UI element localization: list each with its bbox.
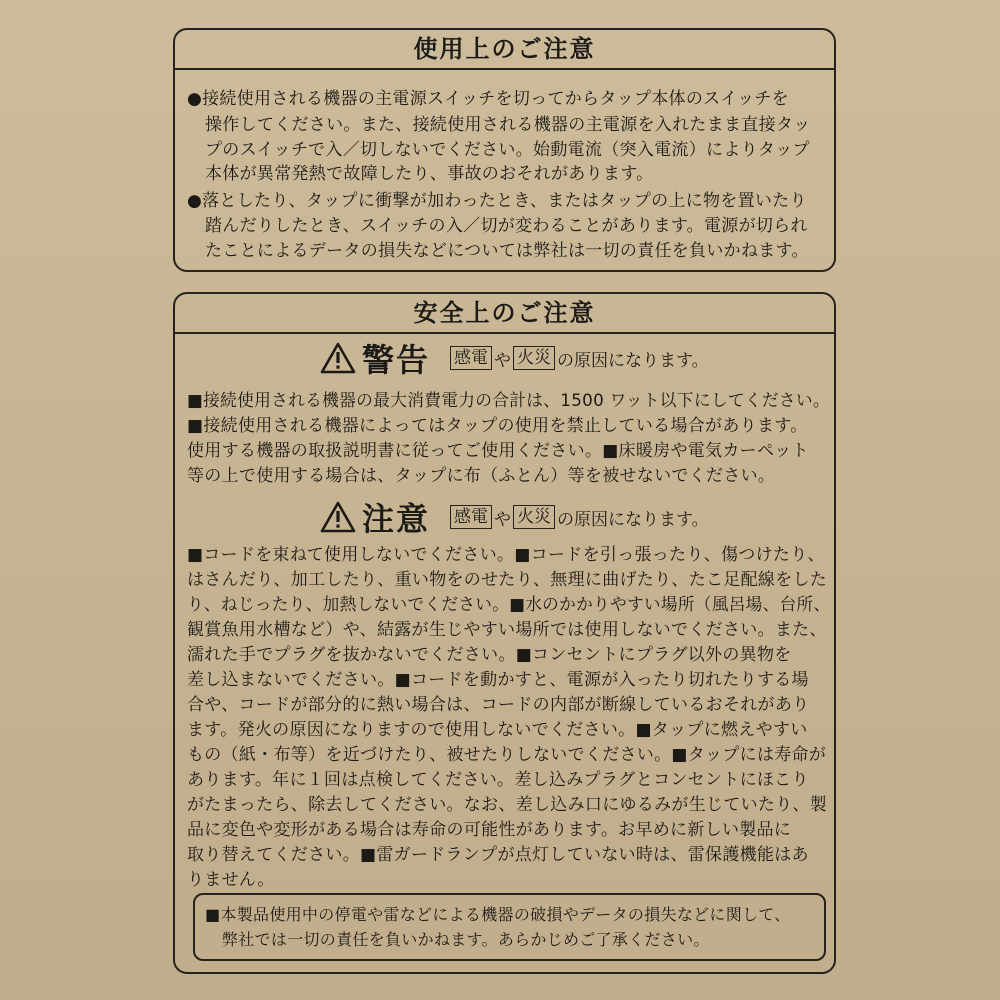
- caution-line-5: 濡れた手でプラグを抜かないでください。■コンセントにプラグ以外の異物を: [187, 645, 792, 665]
- warning-line-3: 使用する機器の取扱説明書に従ってご使用ください。■床暖房や電気カーペット: [187, 441, 809, 461]
- caution-label: 注意: [362, 500, 431, 538]
- warning-heading: [320, 338, 709, 378]
- caution-line-8: ます。発火の原因になりますので使用しないでください。■タップに燃えやすい: [187, 720, 808, 740]
- caution-joiner: や: [494, 509, 512, 530]
- usage-line-5: ●落としたり、タップに衝撃が加わったとき、またはタップの上に物を置いたり: [187, 191, 807, 211]
- usage-line-2: 操作してください。また、接続使用される機器の主電源を入れたまま直接タッ: [205, 115, 811, 135]
- caution-heading: [320, 497, 709, 537]
- caution-line-11: がたまったら、除去してください。なお、差し込み口にゆるみが生じていたり、製: [187, 795, 828, 815]
- caution-tail: の原因になります。: [557, 509, 709, 530]
- usage-precautions-title: 使用上のご注意: [175, 30, 834, 70]
- caution-tag-fire: 火災: [513, 505, 555, 529]
- caution-line-13: 取り替えてください。■雷ガードランプが点灯していない時は、雷保護機能はあ: [187, 845, 809, 865]
- disclaimer-line-2: 弊社では一切の責任を負いかねます。あらかじめご了承ください。: [222, 930, 710, 949]
- safety-precautions-title: 安全上のご注意: [175, 294, 834, 334]
- usage-line-7: たことによるデータの損失などについては弊社は一切の責任を負いかねます。: [205, 241, 809, 261]
- warning-label: 警告: [362, 341, 431, 379]
- caution-line-2: はさんだり、加工したり、重い物をのせたり、無理に曲げたり、たこ足配線をした: [187, 570, 828, 590]
- warning-tag-fire: 火災: [513, 346, 555, 370]
- usage-line-1: ●接続使用される機器の主電源スイッチを切ってからタップ本体のスイッチを: [187, 89, 789, 109]
- caution-line-9: もの（紙・布等）を近づけたり、被せたりしないでください。■タップには寿命が: [187, 745, 827, 765]
- caution-line-4: 観賞魚用水槽など）や、結露が生じやすい場所では使用しないでください。また、: [187, 620, 827, 640]
- caution-tag-electric-shock: 感電: [450, 505, 492, 529]
- usage-line-6: 踏んだりしたとき、スイッチの入／切が変わることがあります。電源が切られ: [205, 216, 808, 236]
- warning-tail: の原因になります。: [557, 350, 709, 371]
- warning-line-4: 等の上で使用する場合は、タップに布（ふとん）等を被せないでください。: [187, 466, 776, 486]
- usage-line-3: プのスイッチで入／切しないでください。始動電流（突入電流）によりタップ: [205, 140, 810, 160]
- caution-line-14: りません。: [187, 870, 275, 890]
- warning-line-1: ■接続使用される機器の最大消費電力の合計は、1500 ワット以下にしてください。: [187, 391, 830, 411]
- caution-line-10: あります。年に１回は点検してください。差し込みプラグとコンセントにほこり: [187, 770, 809, 790]
- warning-joiner: や: [494, 350, 512, 371]
- warning-line-2: ■接続使用される機器によってはタップの使用を禁止している場合があります。: [187, 416, 808, 436]
- caution-triangle-icon: [320, 501, 356, 533]
- disclaimer-line-1: ■本製品使用中の停電や雷などによる機器の破損やデータの損失などに関して、: [205, 905, 791, 924]
- caution-line-6: 差し込まないでください。■コードを動かすと、電源が入ったり切れたりする場: [187, 670, 809, 690]
- warning-triangle-icon: [320, 342, 356, 374]
- caution-line-12: 品に変色や変形がある場合は寿命の可能性があります。お早めに新しい製品に: [187, 820, 792, 840]
- warning-tag-electric-shock: 感電: [450, 346, 492, 370]
- caution-line-3: り、ねじったり、加熱しないでください。■水のかかりやすい場所（風呂場、台所、: [187, 595, 831, 615]
- caution-line-7: 合や、コードが部分的に熱い場合は、コードの内部が断線しているおそれがあり: [187, 695, 810, 715]
- usage-line-4: 本体が異常発熱で故障したり、事故のおそれがあります。: [205, 164, 654, 184]
- caution-line-1: ■コードを束ねて使用しないでください。■コードを引っ張ったり、傷つけたり、: [187, 545, 825, 565]
